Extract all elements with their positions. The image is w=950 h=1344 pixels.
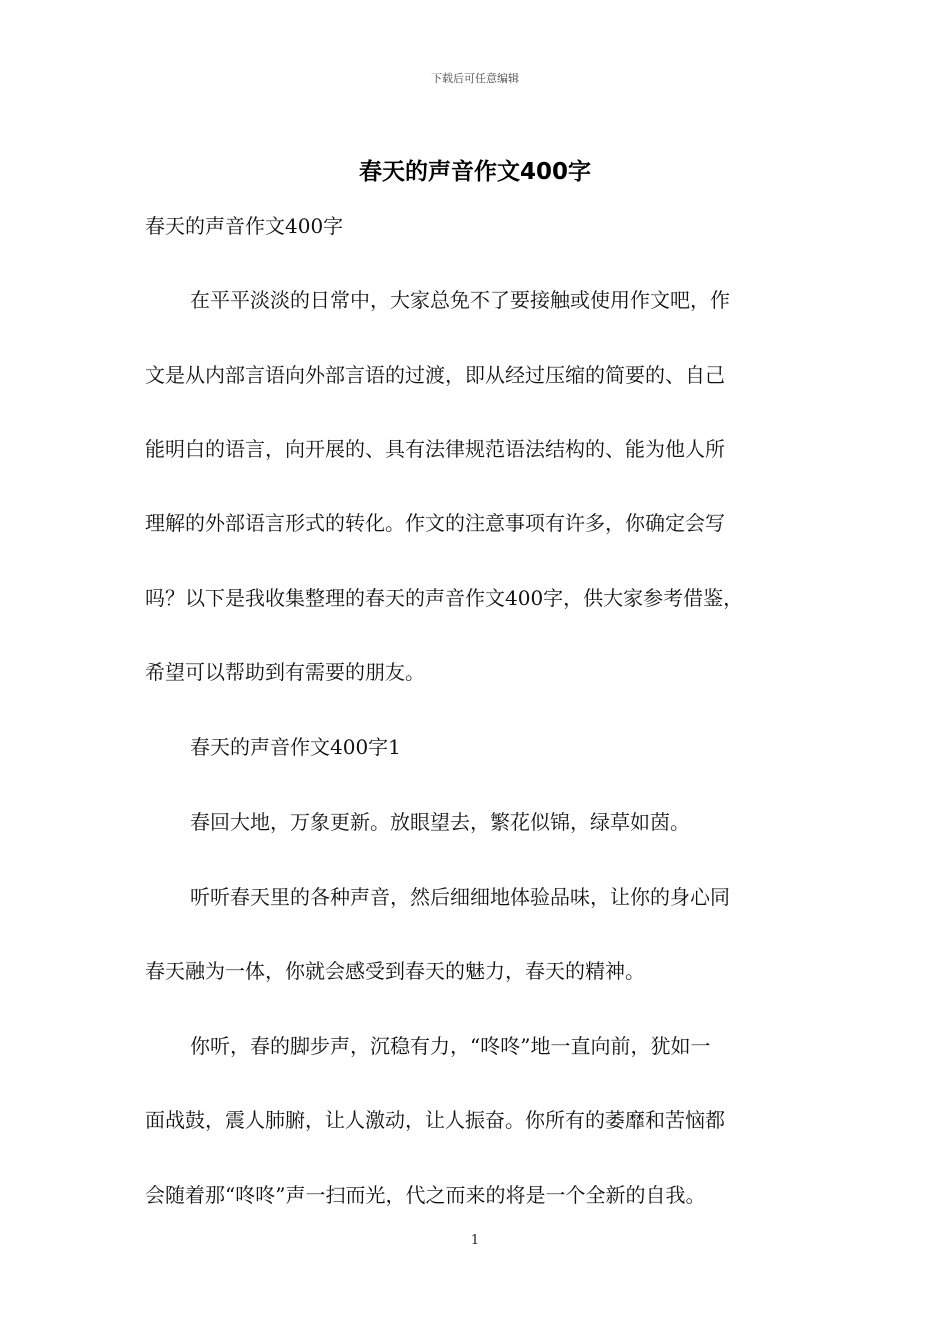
paragraph-line: 会随着那“咚咚”声一扫而光，代之而来的将是一个全新的自我。 [145,1183,706,1207]
paragraph-line: 能明白的语言，向开展的、具有法律规范语法结构的、能为他人所 [145,437,725,461]
section-heading: 春天的声音作文400字1 [190,735,401,759]
paragraph-line: 春回大地，万象更新。放眼望去，繁花似锦，绿草如茵。 [190,810,690,834]
paragraph-line: 你听，春的脚步声，沉稳有力，“咚咚”地一直向前，犹如一 [190,1034,711,1058]
page-number: 1 [470,1233,480,1248]
document-title: 春天的声音作文400字 [358,159,591,185]
header-note: 下载后可任意编辑 [431,72,519,85]
paragraph-line: 吗？以下是我收集整理的春天的声音作文400字，供大家参考借鉴， [145,586,744,610]
paragraph-line: 理解的外部语言形式的转化。作文的注意事项有许多，你确定会写 [145,511,725,535]
paragraph-line: 听听春天里的各种声音，然后细细地体验品味，让你的身心同 [190,885,730,909]
paragraph-line: 春天融为一体，你就会感受到春天的魅力，春天的精神。 [145,959,645,983]
paragraph-line: 文是从内部言语向外部言语的过渡，即从经过压缩的简要的、自己 [145,363,725,387]
subtitle-line: 春天的声音作文400字 [145,214,344,238]
paragraph-line: 在平平淡淡的日常中，大家总免不了要接触或使用作文吧，作 [190,288,730,312]
paragraph-line: 希望可以帮助到有需要的朋友。 [145,660,425,684]
paragraph-line: 面战鼓，震人肺腑，让人激动，让人振奋。你所有的萎靡和苦恼都 [145,1108,725,1132]
